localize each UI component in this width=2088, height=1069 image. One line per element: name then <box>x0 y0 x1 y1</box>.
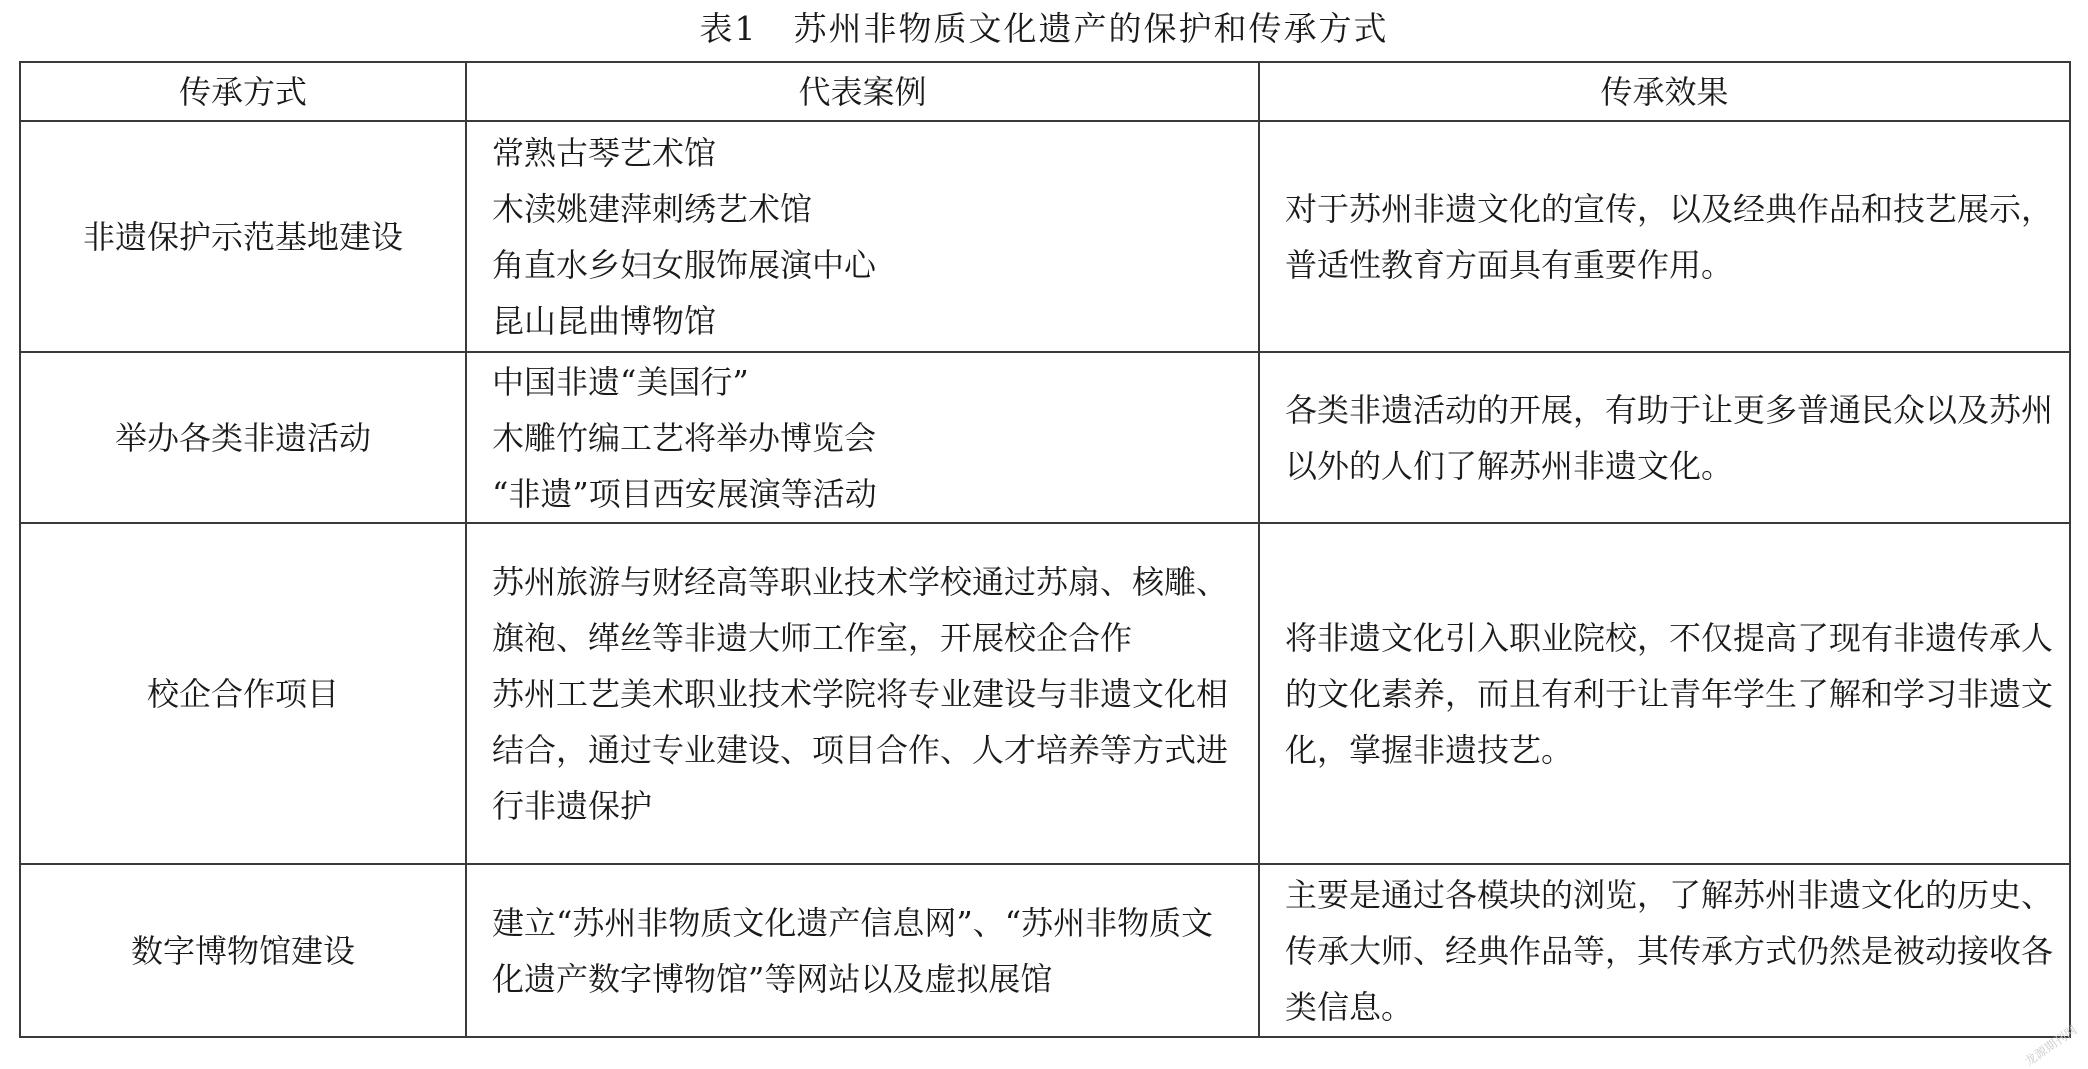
cases-cell <box>466 523 1259 864</box>
watermark: 龙源期刊网 <box>2022 1022 2080 1069</box>
case-item: “非遗”项目西安展演等活动 <box>492 474 877 513</box>
cases-cell <box>466 121 1259 352</box>
table-row <box>20 121 2070 352</box>
case-item: 苏州工艺美术职业技术学院将专业建设与非遗文化相结合，通过专业建设、项目合作、人才培养等方式进行非遗保护 <box>492 674 1229 825</box>
method-cell: 非遗保护示范基地建设 <box>20 121 466 352</box>
case-item: 木雕竹编工艺将举办博览会 <box>492 418 877 457</box>
table-title: 苏州非物质文化遗产的保护和传承方式 <box>793 9 1389 48</box>
table-number: 表1 <box>699 9 758 48</box>
method-cell: 校企合作项目 <box>20 523 466 864</box>
table-header-row <box>20 62 2070 121</box>
effect-cell: 将非遗文化引入职业院校，不仅提高了现有非遗传承人的文化素养，而且有利于让青年学生了解和学习非遗文化，掌握非遗技艺。 <box>1259 523 2070 864</box>
table-caption <box>0 4 2088 54</box>
cases-cell <box>466 864 1259 1037</box>
table-row <box>20 864 2070 1037</box>
case-item: 常熟古琴艺术馆 <box>492 133 717 172</box>
cases-cell <box>466 352 1259 523</box>
effect-cell: 各类非遗活动的开展，有助于让更多普通民众以及苏州以外的人们了解苏州非遗文化。 <box>1259 352 2070 523</box>
case-item: 木渎姚建萍刺绣艺术馆 <box>492 189 813 228</box>
table-row <box>20 523 2070 864</box>
case-item: 昆山昆曲博物馆 <box>492 301 717 340</box>
effect-cell: 对于苏州非遗文化的宣传，以及经典作品和技艺展示，普适性教育方面具有重要作用。 <box>1259 121 2070 352</box>
column-header-effect: 传承效果 <box>1259 62 2070 121</box>
case-item: 中国非遗“美国行” <box>492 362 749 401</box>
case-item: 角直水乡妇女服饰展演中心 <box>492 245 877 284</box>
case-item: 苏州旅游与财经高等职业技术学校通过苏扇、核雕、旗袍、缂丝等非遗大师工作室，开展校企合作 <box>492 562 1229 657</box>
column-header-method: 传承方式 <box>20 62 466 121</box>
method-cell: 数字博物馆建设 <box>20 864 466 1037</box>
table-row <box>20 352 2070 523</box>
case-item: 建立“苏州非物质文化遗产信息网”、“苏州非物质文化遗产数字博物馆”等网站以及虚拟展馆 <box>492 903 1214 998</box>
effect-cell: 主要是通过各模块的浏览，了解苏州非遗文化的历史、传承大师、经典作品等，其传承方式仍然是被动接收各类信息。 <box>1259 864 2070 1037</box>
heritage-protection-table <box>19 61 2071 1038</box>
column-header-cases: 代表案例 <box>466 62 1259 121</box>
method-cell: 举办各类非遗活动 <box>20 352 466 523</box>
